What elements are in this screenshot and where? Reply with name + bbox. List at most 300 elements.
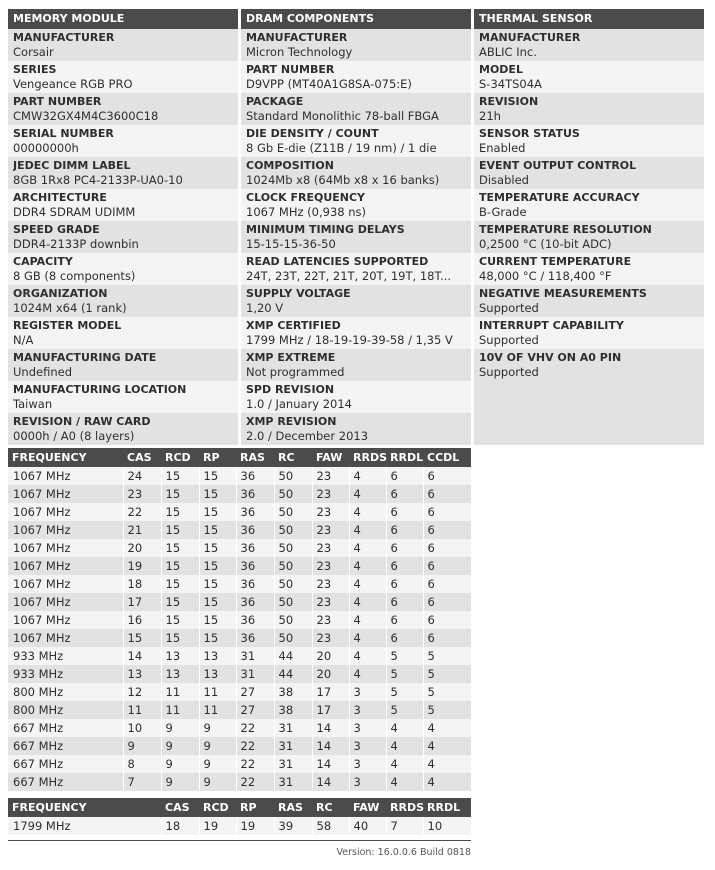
info-field-label: COMPOSITION <box>246 159 334 172</box>
table-cell: 12 <box>123 683 161 701</box>
table-cell: 4 <box>423 773 471 791</box>
info-field-label: TEMPERATURE RESOLUTION <box>479 223 652 236</box>
thermal-sensor-header: THERMAL SENSOR <box>474 9 704 29</box>
info-panels <box>8 9 705 445</box>
table-cell: 6 <box>386 503 423 521</box>
table-cell: 15 <box>123 629 161 647</box>
info-field <box>241 285 471 317</box>
info-field <box>474 349 704 381</box>
table-cell: 15 <box>161 467 199 485</box>
table-cell: 4 <box>349 593 386 611</box>
info-field-label: NEGATIVE MEASUREMENTS <box>479 287 647 300</box>
table-cell: 5 <box>423 647 471 665</box>
table-cell: 31 <box>236 665 274 683</box>
table-cell: 15 <box>199 503 236 521</box>
table-cell: 1067 MHz <box>8 575 123 593</box>
table-cell: 9 <box>199 755 236 773</box>
info-field-value: Disabled <box>479 173 529 187</box>
info-field <box>8 413 238 445</box>
dram-components-header: DRAM COMPONENTS <box>241 9 471 29</box>
table-cell: 27 <box>236 701 274 719</box>
table-cell: 11 <box>161 683 199 701</box>
table-cell: 5 <box>423 665 471 683</box>
table-cell: 4 <box>349 557 386 575</box>
table-cell: 31 <box>274 737 312 755</box>
column-header: CCDL <box>423 448 471 467</box>
table-cell: 6 <box>423 521 471 539</box>
info-field <box>8 285 238 317</box>
info-field <box>8 125 238 157</box>
info-field-value: Standard Monolithic 78-ball FBGA <box>246 109 439 123</box>
table-cell: 11 <box>199 701 236 719</box>
column-header: RC <box>312 798 349 817</box>
table-cell: 15 <box>199 485 236 503</box>
table-cell: 5 <box>423 701 471 719</box>
table-cell: 5 <box>386 665 423 683</box>
info-field-label: TEMPERATURE ACCURACY <box>479 191 640 204</box>
table-cell: 22 <box>236 773 274 791</box>
info-field <box>474 221 704 253</box>
table-cell: 58 <box>312 817 349 835</box>
column-header: RAS <box>236 448 274 467</box>
info-field-value: 1799 MHz / 18-19-19-39-58 / 1,35 V <box>246 333 453 347</box>
table-cell: 24 <box>123 467 161 485</box>
table-cell: 6 <box>423 611 471 629</box>
table-cell: 36 <box>236 521 274 539</box>
column-header: CAS <box>161 798 199 817</box>
table-cell: 7 <box>386 817 423 835</box>
info-field-label: DIE DENSITY / COUNT <box>246 127 379 140</box>
column-header: RCD <box>161 448 199 467</box>
table-cell: 15 <box>161 575 199 593</box>
info-field-value: 1.0 / January 2014 <box>246 397 352 411</box>
table-cell: 15 <box>161 539 199 557</box>
table-cell: 50 <box>274 539 312 557</box>
table-cell: 9 <box>199 719 236 737</box>
info-field-label: CURRENT TEMPERATURE <box>479 255 632 268</box>
table-cell: 933 MHz <box>8 665 123 683</box>
info-field-label: CLOCK FREQUENCY <box>246 191 366 204</box>
info-field-value: 8GB 1Rx8 PC4-2133P-UA0-10 <box>13 173 183 187</box>
table-cell: 20 <box>312 665 349 683</box>
info-field <box>8 221 238 253</box>
table-cell: 19 <box>199 817 236 835</box>
info-field-value: Undefined <box>13 365 72 379</box>
column-header: FREQUENCY <box>8 448 123 467</box>
table-row <box>8 737 471 755</box>
table-cell: 667 MHz <box>8 737 123 755</box>
info-field-value: 0,2500 °C (10-bit ADC) <box>479 237 612 251</box>
info-field-value: DDR4-2133P downbin <box>13 237 139 251</box>
info-field-label: MANUFACTURER <box>13 31 115 44</box>
table-cell: 15 <box>199 539 236 557</box>
table-cell: 14 <box>312 773 349 791</box>
info-field-label: MANUFACTURING DATE <box>13 351 157 364</box>
table-cell: 1067 MHz <box>8 539 123 557</box>
table-cell: 36 <box>236 539 274 557</box>
column-header: RRDS <box>386 798 423 817</box>
column-header: FREQUENCY <box>8 798 161 817</box>
table-cell: 6 <box>386 593 423 611</box>
info-field-label: MINIMUM TIMING DELAYS <box>246 223 405 236</box>
table-cell: 15 <box>161 557 199 575</box>
table-cell: 50 <box>274 521 312 539</box>
table-cell: 9 <box>161 719 199 737</box>
info-field-value: 1,20 V <box>246 301 284 315</box>
table-cell: 17 <box>312 683 349 701</box>
table-cell: 23 <box>312 539 349 557</box>
info-field <box>241 61 471 93</box>
info-field-value: S-34TS04A <box>479 77 542 91</box>
info-field-value: 0000h / A0 (8 layers) <box>13 429 135 443</box>
table-cell: 23 <box>312 467 349 485</box>
table-cell: 3 <box>349 773 386 791</box>
table-cell: 3 <box>349 683 386 701</box>
info-field <box>241 221 471 253</box>
table-cell: 15 <box>161 629 199 647</box>
table-cell: 23 <box>312 593 349 611</box>
table-cell: 36 <box>236 629 274 647</box>
table-cell: 50 <box>274 575 312 593</box>
table-cell: 39 <box>274 817 312 835</box>
table-cell: 1067 MHz <box>8 629 123 647</box>
table-row <box>8 755 471 773</box>
table-cell: 15 <box>199 611 236 629</box>
xmp-rows <box>8 817 471 835</box>
table-cell: 40 <box>349 817 386 835</box>
info-field-label: EVENT OUTPUT CONTROL <box>479 159 637 172</box>
info-field-label: SPEED GRADE <box>13 223 100 236</box>
jedec-timings-table <box>8 448 472 791</box>
info-field-label: XMP REVISION <box>246 415 337 428</box>
info-field <box>241 413 471 445</box>
table-row <box>8 683 471 701</box>
table-cell: 38 <box>274 683 312 701</box>
version-label: Version: 16.0.0.6 Build 0818 <box>336 847 471 858</box>
table-cell: 6 <box>423 503 471 521</box>
info-field <box>8 381 238 413</box>
table-cell: 4 <box>349 521 386 539</box>
column-header: FAW <box>312 448 349 467</box>
info-field-label: INTERRUPT CAPABILITY <box>479 319 624 332</box>
info-field-value: Supported <box>479 365 539 379</box>
info-field-value: 1067 MHz (0,938 ns) <box>246 205 367 219</box>
table-cell: 31 <box>274 773 312 791</box>
info-field <box>474 125 704 157</box>
table-cell: 8 <box>123 755 161 773</box>
table-cell: 4 <box>386 755 423 773</box>
table-cell: 6 <box>386 467 423 485</box>
table-row <box>8 503 471 521</box>
info-field <box>8 157 238 189</box>
table-cell: 4 <box>423 755 471 773</box>
info-field-label: REVISION <box>479 95 539 108</box>
info-field <box>474 157 704 189</box>
info-field <box>241 93 471 125</box>
table-row <box>8 665 471 683</box>
info-field-value: 15-15-15-36-50 <box>246 237 336 251</box>
info-field <box>8 349 238 381</box>
table-row <box>8 575 471 593</box>
info-field <box>241 381 471 413</box>
column-header: RAS <box>274 798 312 817</box>
info-field-label: MANUFACTURER <box>479 31 581 44</box>
table-cell: 15 <box>161 521 199 539</box>
table-cell: 36 <box>236 611 274 629</box>
table-row <box>8 817 471 835</box>
table-cell: 11 <box>199 683 236 701</box>
panel-filler <box>474 381 704 445</box>
table-cell: 13 <box>199 647 236 665</box>
table-cell: 13 <box>161 647 199 665</box>
info-field <box>474 189 704 221</box>
table-row <box>8 539 471 557</box>
table-bottom-rule <box>8 840 471 841</box>
table-cell: 6 <box>386 575 423 593</box>
info-field-label: SERIES <box>13 63 57 76</box>
info-field <box>474 93 704 125</box>
table-cell: 14 <box>312 719 349 737</box>
table-row <box>8 521 471 539</box>
table-row <box>8 773 471 791</box>
table-cell: 15 <box>199 593 236 611</box>
info-field-value: CMW32GX4M4C3600C18 <box>13 109 159 123</box>
memory-module-header: MEMORY MODULE <box>8 9 238 29</box>
info-field-label: CAPACITY <box>13 255 73 268</box>
table-cell: 20 <box>123 539 161 557</box>
table-cell: 19 <box>123 557 161 575</box>
table-cell: 9 <box>123 737 161 755</box>
table-cell: 1067 MHz <box>8 467 123 485</box>
table-cell: 6 <box>423 593 471 611</box>
info-field-value: 1024Mb x8 (64Mb x8 x 16 banks) <box>246 173 440 187</box>
table-cell: 6 <box>423 629 471 647</box>
info-field-value: 24T, 23T, 22T, 21T, 20T, 19T, 18T... <box>246 269 452 283</box>
table-cell: 15 <box>199 557 236 575</box>
table-cell: 6 <box>386 611 423 629</box>
table-cell: 6 <box>423 557 471 575</box>
table-cell: 9 <box>199 773 236 791</box>
table-cell: 50 <box>274 503 312 521</box>
table-cell: 23 <box>312 503 349 521</box>
table-cell: 15 <box>161 485 199 503</box>
table-cell: 7 <box>123 773 161 791</box>
table-cell: 15 <box>199 629 236 647</box>
table-cell: 4 <box>423 719 471 737</box>
table-cell: 23 <box>312 521 349 539</box>
table-cell: 38 <box>274 701 312 719</box>
info-field-value: 21h <box>479 109 501 123</box>
table-cell: 4 <box>349 467 386 485</box>
table-row <box>8 557 471 575</box>
table-cell: 3 <box>349 737 386 755</box>
info-field-label: ORGANIZATION <box>13 287 108 300</box>
table-cell: 4 <box>349 611 386 629</box>
table-cell: 6 <box>423 539 471 557</box>
table-cell: 27 <box>236 683 274 701</box>
table-cell: 4 <box>386 737 423 755</box>
info-field-label: PACKAGE <box>246 95 304 108</box>
info-field-value: N/A <box>13 333 34 347</box>
table-cell: 15 <box>161 593 199 611</box>
table-cell: 9 <box>199 737 236 755</box>
table-row <box>8 701 471 719</box>
table-cell: 4 <box>349 629 386 647</box>
table-row <box>8 719 471 737</box>
table-cell: 15 <box>199 521 236 539</box>
table-cell: 19 <box>236 817 274 835</box>
column-header: CAS <box>123 448 161 467</box>
table-cell: 10 <box>423 817 471 835</box>
table-cell: 15 <box>161 503 199 521</box>
table-cell: 23 <box>312 629 349 647</box>
info-field <box>241 189 471 221</box>
table-cell: 22 <box>236 719 274 737</box>
info-field <box>8 29 238 61</box>
info-field <box>241 317 471 349</box>
table-cell: 50 <box>274 593 312 611</box>
spd-report <box>8 9 705 858</box>
column-header: RRDS <box>349 448 386 467</box>
table-cell: 16 <box>123 611 161 629</box>
table-cell: 1067 MHz <box>8 593 123 611</box>
info-field-value: Not programmed <box>246 365 345 379</box>
table-cell: 50 <box>274 629 312 647</box>
table-cell: 22 <box>236 737 274 755</box>
column-header: RCD <box>199 798 236 817</box>
jedec-header-row <box>8 448 471 467</box>
table-row <box>8 629 471 647</box>
info-field-value: Supported <box>479 301 539 315</box>
info-field-label: PART NUMBER <box>13 95 102 108</box>
table-cell: 4 <box>423 737 471 755</box>
table-cell: 13 <box>123 665 161 683</box>
table-cell: 10 <box>123 719 161 737</box>
info-field-label: JEDEC DIMM LABEL <box>13 159 131 172</box>
info-field-label: MANUFACTURING LOCATION <box>13 383 187 396</box>
table-cell: 17 <box>123 593 161 611</box>
table-cell: 1067 MHz <box>8 557 123 575</box>
info-field-label: REGISTER MODEL <box>13 319 122 332</box>
table-cell: 5 <box>423 683 471 701</box>
info-field-label: MANUFACTURER <box>246 31 348 44</box>
info-field-value: Supported <box>479 333 539 347</box>
table-cell: 50 <box>274 467 312 485</box>
table-cell: 14 <box>312 737 349 755</box>
info-field-value: DDR4 SDRAM UDIMM <box>13 205 136 219</box>
table-cell: 5 <box>386 701 423 719</box>
table-cell: 31 <box>236 647 274 665</box>
table-cell: 50 <box>274 611 312 629</box>
info-field-value: D9VPP (MT40A1G8SA-075:E) <box>246 77 412 91</box>
info-field <box>241 349 471 381</box>
info-field-label: SENSOR STATUS <box>479 127 580 140</box>
column-header: RP <box>236 798 274 817</box>
info-field-value: Taiwan <box>13 397 53 411</box>
table-cell: 15 <box>199 467 236 485</box>
info-field-label: SUPPLY VOLTAGE <box>246 287 351 300</box>
table-cell: 9 <box>161 737 199 755</box>
table-cell: 9 <box>161 773 199 791</box>
table-cell: 36 <box>236 485 274 503</box>
table-cell: 14 <box>123 647 161 665</box>
table-cell: 22 <box>123 503 161 521</box>
info-field-label: XMP CERTIFIED <box>246 319 341 332</box>
table-cell: 6 <box>386 521 423 539</box>
table-cell: 13 <box>199 665 236 683</box>
info-field <box>8 93 238 125</box>
table-cell: 18 <box>123 575 161 593</box>
info-field-label: SERIAL NUMBER <box>13 127 114 140</box>
table-cell: 3 <box>349 755 386 773</box>
table-cell: 36 <box>236 503 274 521</box>
table-cell: 4 <box>349 485 386 503</box>
table-cell: 17 <box>312 701 349 719</box>
info-field-value: 8 Gb E-die (Z11B / 19 nm) / 1 die <box>246 141 437 155</box>
table-cell: 44 <box>274 647 312 665</box>
table-cell: 11 <box>123 701 161 719</box>
table-cell: 18 <box>161 817 199 835</box>
table-cell: 667 MHz <box>8 773 123 791</box>
table-row <box>8 485 471 503</box>
thermal-sensor-panel <box>474 9 704 445</box>
table-cell: 4 <box>349 647 386 665</box>
table-cell: 31 <box>274 755 312 773</box>
table-cell: 6 <box>423 485 471 503</box>
table-row <box>8 611 471 629</box>
info-field-value: Enabled <box>479 141 526 155</box>
info-field-value: Micron Technology <box>246 45 353 59</box>
table-cell: 23 <box>312 611 349 629</box>
table-cell: 4 <box>349 503 386 521</box>
table-row <box>8 467 471 485</box>
info-field-label: XMP EXTREME <box>246 351 336 364</box>
memory-module-panel <box>8 9 238 445</box>
info-field <box>474 61 704 93</box>
table-cell: 50 <box>274 485 312 503</box>
xmp-header-row <box>8 798 471 817</box>
table-cell: 20 <box>312 647 349 665</box>
table-cell: 6 <box>423 467 471 485</box>
info-field <box>241 157 471 189</box>
table-cell: 4 <box>349 539 386 557</box>
table-cell: 36 <box>236 557 274 575</box>
info-field-label: 10V OF VHV ON A0 PIN <box>479 351 622 364</box>
table-cell: 6 <box>423 575 471 593</box>
info-field-value: Vengeance RGB PRO <box>13 77 133 91</box>
table-cell: 3 <box>349 701 386 719</box>
info-field-value: ABLIC Inc. <box>479 45 537 59</box>
info-field <box>241 253 471 285</box>
xmp-timings-table <box>8 798 472 835</box>
table-cell: 13 <box>161 665 199 683</box>
info-field-value: 2.0 / December 2013 <box>246 429 369 443</box>
table-cell: 5 <box>386 683 423 701</box>
info-field <box>474 253 704 285</box>
table-cell: 4 <box>386 719 423 737</box>
info-field <box>8 317 238 349</box>
column-header: RRDL <box>423 798 471 817</box>
column-header: RC <box>274 448 312 467</box>
table-cell: 800 MHz <box>8 683 123 701</box>
dram-components-panel <box>241 9 471 445</box>
table-cell: 15 <box>199 575 236 593</box>
table-cell: 14 <box>312 755 349 773</box>
info-field <box>8 61 238 93</box>
table-cell: 1067 MHz <box>8 485 123 503</box>
table-cell: 23 <box>312 557 349 575</box>
table-cell: 667 MHz <box>8 755 123 773</box>
